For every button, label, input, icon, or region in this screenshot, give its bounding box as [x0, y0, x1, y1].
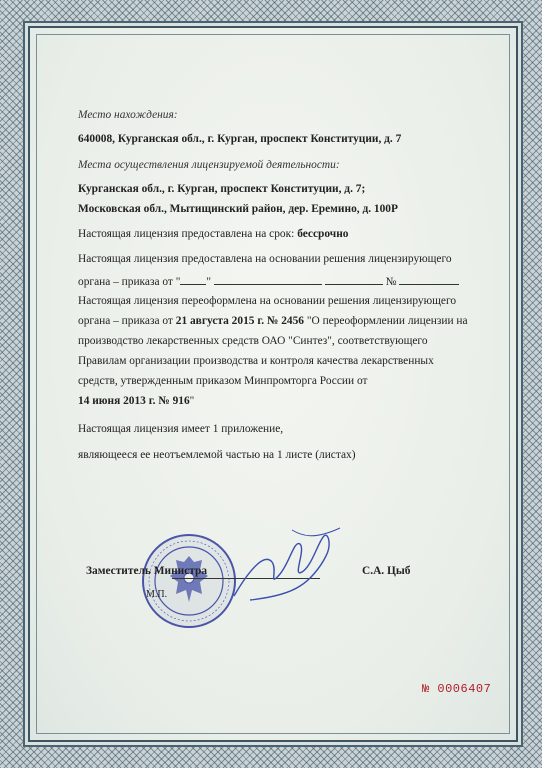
location-label: Место нахождения:: [78, 109, 178, 121]
basis-prefix: органа – приказа от ": [78, 276, 181, 288]
serial-number: № 0006407: [422, 682, 492, 696]
activity-place-1: Курганская обл., г. Курган, проспект Конституции, д. 7;: [78, 183, 366, 195]
reissue-line-4: Правилам организации производства и контроля качества лекарственных: [78, 355, 434, 367]
basis-number-sign: №: [385, 276, 397, 288]
basis-number-blank: [399, 274, 459, 285]
reissue-suffix: "О переоформлении лицензии на: [306, 315, 468, 327]
term-prefix: Настоящая лицензия предоставлена на срок:: [78, 228, 295, 240]
reissue-order: 21 августа 2015 г. № 2456: [175, 315, 304, 327]
reissue-line-5: средств, утвержденным приказом Минпромторга России от: [78, 375, 368, 387]
basis-day-blank: [180, 274, 206, 285]
term-value: бессрочно: [297, 228, 349, 240]
signatory-name: С.А. Цыб: [362, 565, 411, 577]
signatory-position: Заместитель Министра: [86, 565, 208, 577]
official-seal: [140, 532, 238, 630]
term-line: [78, 229, 348, 240]
reissue-line-3: производство лекарственных средств ОАО "Синтез", соответствующего: [78, 335, 428, 347]
attachment-line-1: Настоящая лицензия имеет 1 приложение,: [78, 423, 284, 435]
activity-place-2: Московская обл., Мытищинский район, дер. Еремино, д. 100Р: [78, 203, 398, 215]
basis-month-blank: [214, 274, 322, 285]
attachment-line-2: являющееся ее неотъемлемой частью на 1 листе (листах): [78, 449, 356, 461]
reissue-line-2: [78, 316, 468, 327]
reissue-prefix: органа – приказа от: [78, 315, 173, 327]
basis-year-blank: [325, 274, 383, 285]
activity-places-label: Места осуществления лицензируемой деятельности:: [78, 159, 340, 171]
stamp-mark: М.П.: [146, 589, 168, 600]
basis-line-2: [78, 274, 459, 288]
location-address: 640008, Курганская обл., г. Курган, проспект Конституции, д. 7: [78, 133, 402, 145]
reissue-closing-quote: ": [189, 395, 195, 407]
basis-quote: ": [206, 276, 212, 288]
basis-line-1: Настоящая лицензия предоставлена на основании решения лицензирующего: [78, 253, 452, 265]
handwritten-signature: [228, 522, 348, 612]
reissue-line-1: Настоящая лицензия переоформлена на основании решения лицензирующего: [78, 295, 457, 307]
reissue-line-6: [78, 396, 194, 407]
reissue-base-order: 14 июня 2013 г. № 916: [78, 395, 190, 407]
